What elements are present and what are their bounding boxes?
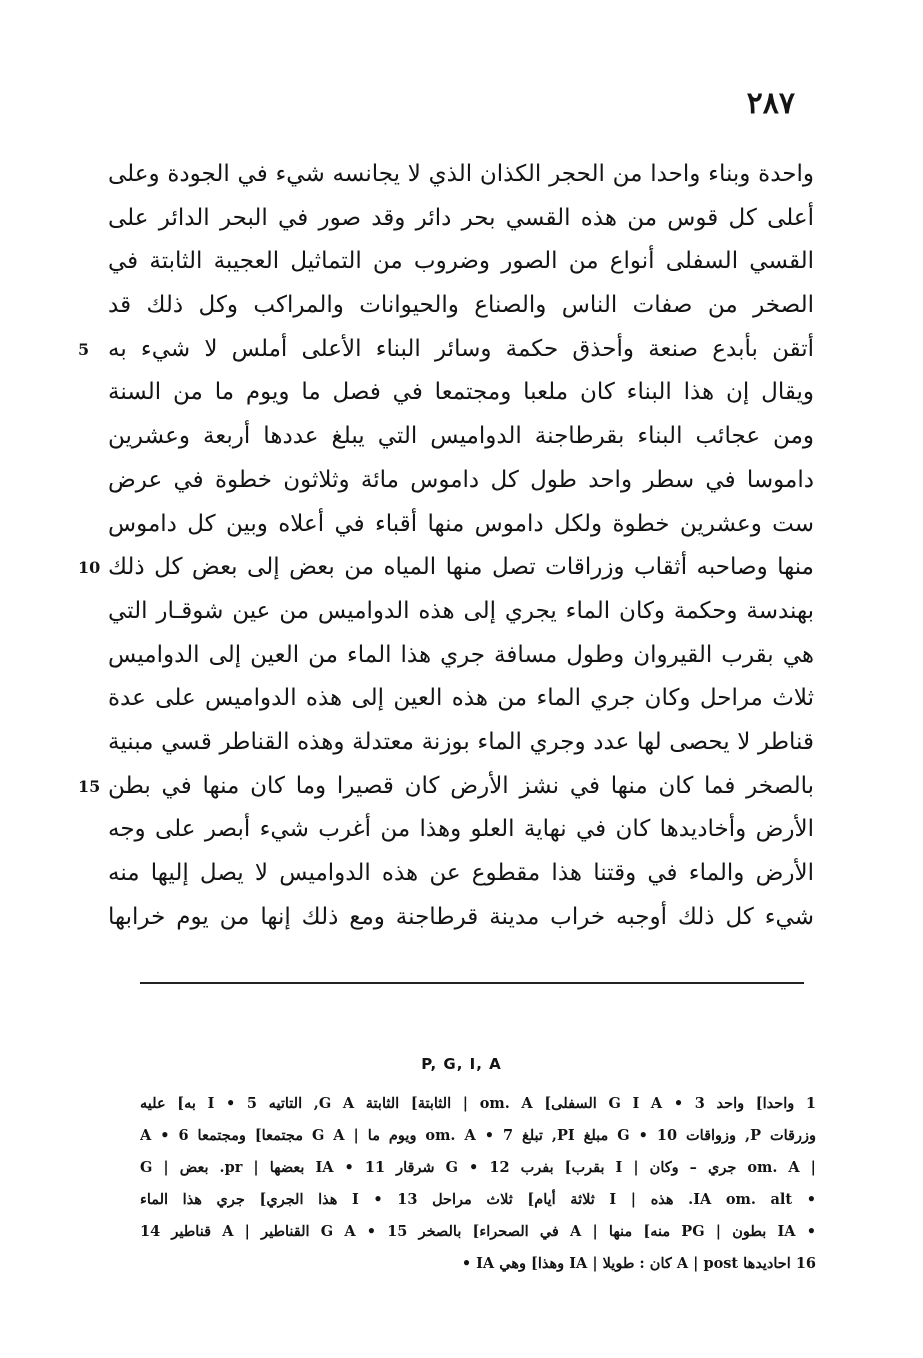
manuscript-sigla: P, G, I, A [421,1055,502,1073]
text-line: أتقن بأبدع صنعة وأحذق حكمة وسائر البناء الأعلى أملس لا شيء به [108,335,814,362]
critical-apparatus [140,1088,816,1280]
apparatus-line: • IA بطون | PG منه] منها | A في الصحراء] بالصخر 15 • G A القناطير | A قناطير 14 [140,1223,816,1240]
text-line: ثلاث مراحل وكان جري الماء من هذه العين إلى هذه الدواميس على عدة [108,685,814,712]
text-line: أعلى كل قوس من هذه القسي بحر دائر وقد صور في البحر الدائر على [108,204,814,231]
main-text-body [108,153,814,939]
text-line: بالصخر فما كان منها في نشز الأرض كان قصيرا وما كان منها في بطن [108,772,814,799]
text-line: منها وصاحبه أثقاب وزراقات تصل منها المياه من بعض إلى بعض كل ذلك [108,554,814,581]
text-line: بهندسة وحكمة وكان الماء يجري إلى هذه الدواميس من عين شوقـار التي [108,597,814,624]
apparatus-line: وزرقات P, وزواقات 10 • G مبلغ PI, تبلغ 7 • om. A ويوم ما | G A مجتمعا] ومجتمعا 6 • A [140,1127,816,1144]
apparatus-line: 16 احاديدها A | post كان : طويلا | IA وهذا] وهي IA • [461,1255,816,1272]
apparatus-line: • IA om. alt. هذه | I ثلاثة أيام] ثلاث مراحل 13 • I هذا الجري] جري هذا الماء [140,1191,816,1208]
text-line: القسي السفلى أنواع من الصور وضروب من التماثيل العجيبة الثابتة في [108,248,814,275]
text-line: الأرض والماء في وقتنا هذا مقطوع عن هذه الدواميس لا يصل إليها منه [108,860,814,886]
page-number: ٢٨٧ [746,86,795,121]
footnote-divider [140,982,804,984]
apparatus-line: | om. A جري – وكان | I بقرب] بفرب 12 • G شرقار 11 • IA بعضها | pr. بعض | G [140,1159,816,1176]
text-line: واحدة وبناء واحدا من الحجر الكذان الذي لا يجانسه شيء في الجودة وعلى [108,161,814,187]
text-line: الأرض وأخاديدها كان في نهاية العلو وهذا من أغرب شيء أبصر على وجه [108,816,814,843]
text-line: شيء كل ذلك أوجبه خراب مدينة قرطاجنة ومع ذلك إنها من يوم خرابها [108,903,814,930]
text-line: الصخر من صفات الناس والصناع والحيوانات والمراكب وكل ذلك قد [108,292,814,319]
line-number: 15 [78,776,101,796]
line-number: 5 [78,339,90,359]
text-line: ست وعشرين خطوة ولكل داموس منها أقباء في أعلاه وبين كل داموس [108,510,814,537]
text-line: قناطر لا يحصى لها عدد وجري الماء بوزنة معتدلة وهذه القناطر قسي مبنية [108,728,814,755]
text-line: داموسا في سطر واحد طول كل داموس مائة وثلاثون خطوة في عرض [108,466,814,493]
text-line: ومن عجائب البناء بقرطاجنة الدواميس التي يبلغ عددها أربعة وعشرين [108,423,814,450]
text-line: هي بقرب القيروان وطول مسافة جري هذا الماء من العين إلى الدواميس [108,641,814,668]
text-line: ويقال إن هذا البناء كان ملعبا ومجتمعا في فصل ما ويوم ما من السنة [108,379,814,406]
apparatus-line: 1 واحدا] واحد G I A • 3 السفلى] om. A | الثابتة] الثابتة G A, التاتيه I • 5 به] عليه [140,1095,816,1112]
line-number: 10 [78,558,101,578]
